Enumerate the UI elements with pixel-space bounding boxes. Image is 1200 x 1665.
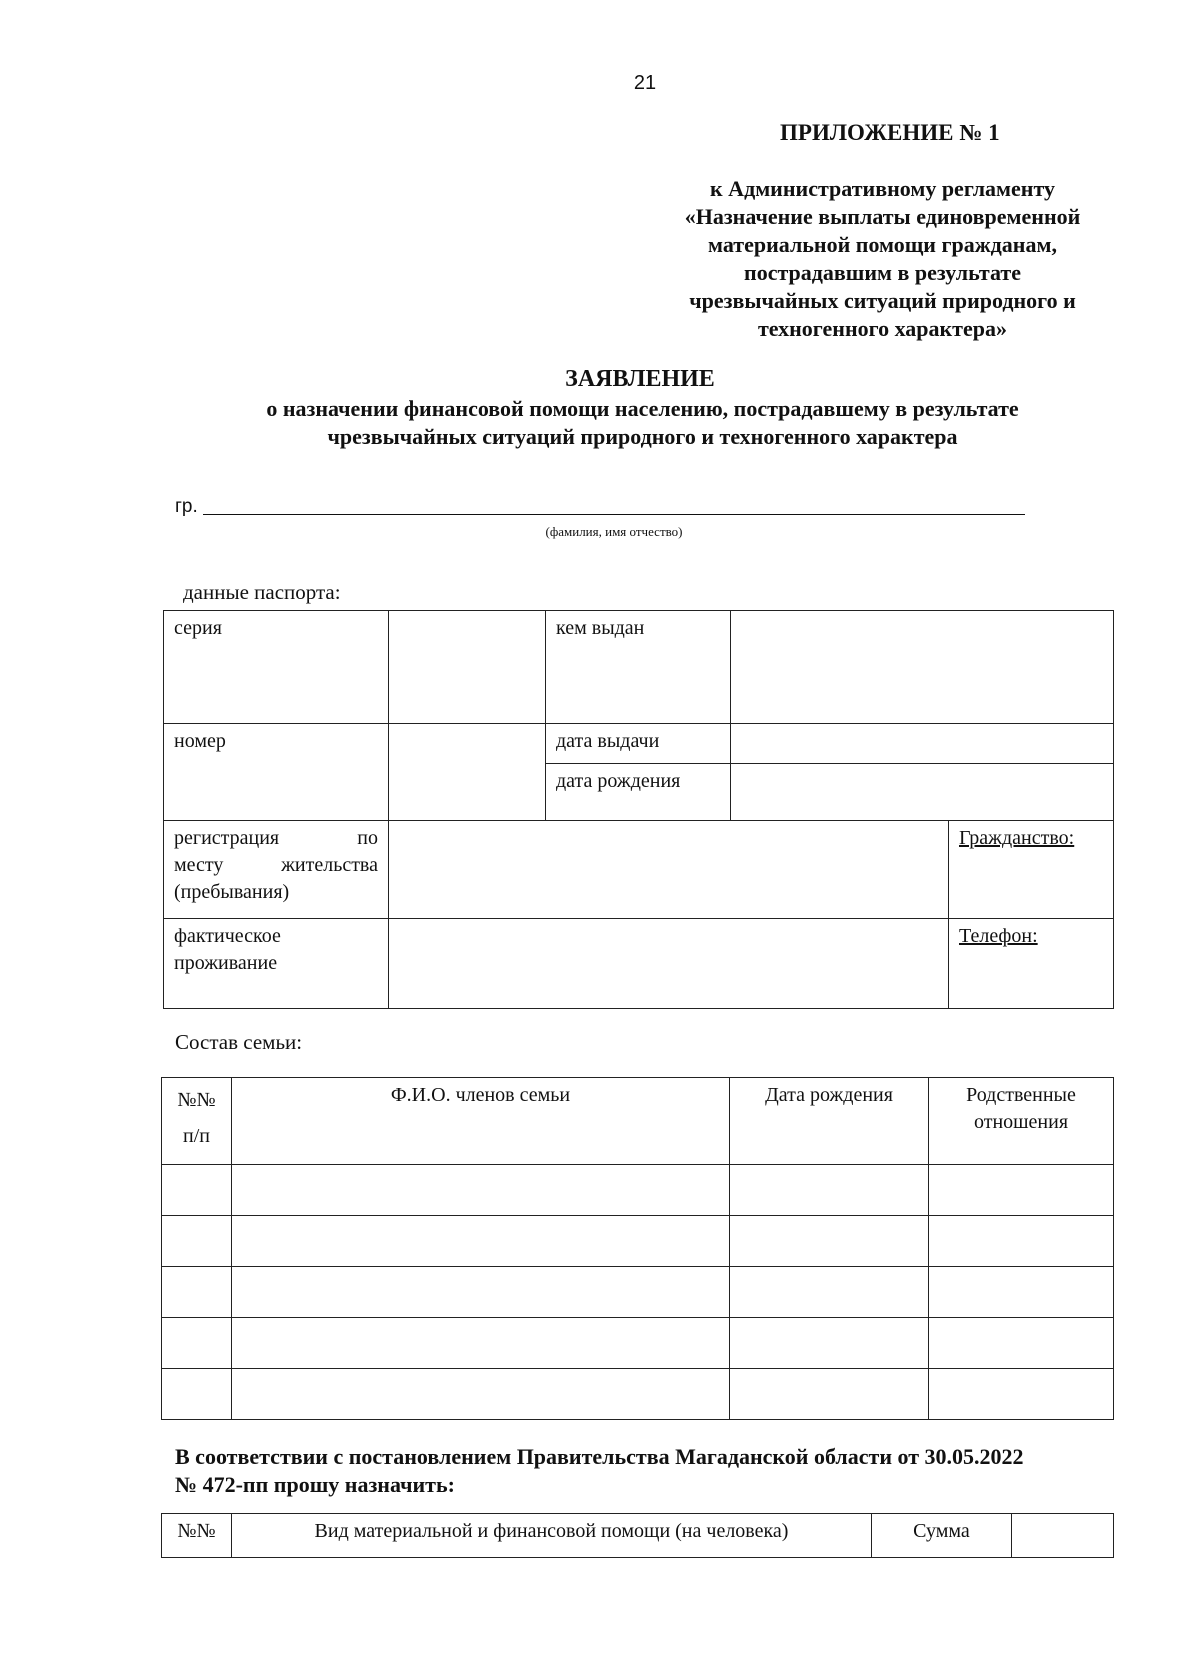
statement-subtitle-line: чрезвычайных ситуаций природного и техногенного характера [327,424,958,449]
row-relation-cell[interactable] [929,1267,1114,1318]
issued-by-field[interactable] [731,611,1114,724]
applicant-name-hint: (фамилия, имя отчество) [545,524,683,539]
phone-cell[interactable] [949,919,1114,1009]
row-num-cell[interactable] [162,1267,232,1318]
row-birth-cell[interactable] [730,1369,929,1420]
series-label: серия [164,611,389,724]
statement-title: ЗАЯВЛЕНИЕ [565,366,715,392]
num-header-line: п/п [183,1125,210,1147]
birth-date-label: дата рождения [546,764,731,821]
aid-type-header: Вид материальной и финансовой помощи (на человека) [232,1514,872,1558]
relation-header-line: Родственные [966,1084,1076,1106]
issued-by-label: кем выдан [546,611,731,724]
table-row [162,1165,1114,1216]
page-number: 21 [633,72,657,94]
actual-residence-label [164,919,389,1009]
regulation-line: материальной помощи гражданам, [708,232,1057,257]
actual-residence-line: проживание [174,952,278,974]
actual-residence-field[interactable] [389,919,949,1009]
row-relation-cell[interactable] [929,1216,1114,1267]
appendix-title: ПРИЛОЖЕНИЕ № 1 [780,120,1000,145]
registration-line: регистрация по [174,827,378,849]
regulation-line: чрезвычайных ситуаций природного и [689,288,1076,313]
table-row [162,1318,1114,1369]
aid-sum-field[interactable] [1012,1514,1114,1558]
row-name-cell[interactable] [232,1369,730,1420]
regulation-line: к Административному регламенту [710,176,1055,201]
regulation-line: техногенного характера» [758,316,1007,341]
birth-date-field[interactable] [731,764,1114,821]
statement-subtitle-line: о назначении финансовой помощи населению, пострадавшему в результате [266,396,1019,421]
aid-num-header: №№ [162,1514,232,1558]
num-header [162,1078,232,1165]
applicant-label: гр. [175,496,198,517]
row-name-cell[interactable] [232,1216,730,1267]
actual-residence-line: фактическое [174,925,281,947]
num-header-line: №№ [177,1089,216,1111]
decree-line: № 472-пп прошу назначить: [175,1472,455,1497]
statement-subtitle [160,395,1125,451]
row-num-cell[interactable] [162,1318,232,1369]
row-num-cell[interactable] [162,1165,232,1216]
family-table [161,1077,1114,1420]
aid-sum-header: Сумма [872,1514,1012,1558]
registration-line: (пребывания) [174,881,290,903]
regulation-reference [650,175,1115,343]
aid-table [161,1513,1114,1558]
family-caption: Состав семьи: [175,1030,303,1054]
issue-date-field[interactable] [731,724,1114,764]
row-name-cell[interactable] [232,1267,730,1318]
relation-header [929,1078,1114,1165]
row-relation-cell[interactable] [929,1369,1114,1420]
table-row [162,1216,1114,1267]
registration-field[interactable] [389,821,949,919]
applicant-name-field[interactable] [203,514,1025,515]
row-birth-cell[interactable] [730,1267,929,1318]
relation-header-line: отношения [973,1111,1069,1133]
row-relation-cell[interactable] [929,1318,1114,1369]
row-birth-cell[interactable] [730,1216,929,1267]
series-field[interactable] [389,611,546,724]
passport-caption: данные паспорта: [183,580,341,604]
registration-line: месту жительства [174,854,378,876]
name-header: Ф.И.О. членов семьи [232,1078,730,1165]
table-row [162,1267,1114,1318]
phone-label: Телефон: [959,925,1038,947]
decree-text [175,1443,1110,1499]
row-relation-cell[interactable] [929,1165,1114,1216]
citizenship-cell[interactable] [949,821,1114,919]
citizenship-label: Гражданство: [959,827,1075,849]
issue-date-label: дата выдачи [546,724,731,764]
regulation-line: пострадавшим в результате [744,260,1021,285]
table-row [162,1369,1114,1420]
row-birth-cell[interactable] [730,1318,929,1369]
number-label: номер [164,724,389,821]
row-birth-cell[interactable] [730,1165,929,1216]
row-num-cell[interactable] [162,1369,232,1420]
row-name-cell[interactable] [232,1165,730,1216]
row-num-cell[interactable] [162,1216,232,1267]
number-field[interactable] [389,724,546,821]
registration-label [164,821,389,919]
passport-table [163,610,1114,1009]
regulation-line: «Назначение выплаты единовременной [684,204,1081,229]
row-name-cell[interactable] [232,1318,730,1369]
decree-line: В соответствии с постановлением Правительства Магаданской области от 30.05.2022 [175,1444,1024,1469]
birth-header: Дата рождения [730,1078,929,1165]
